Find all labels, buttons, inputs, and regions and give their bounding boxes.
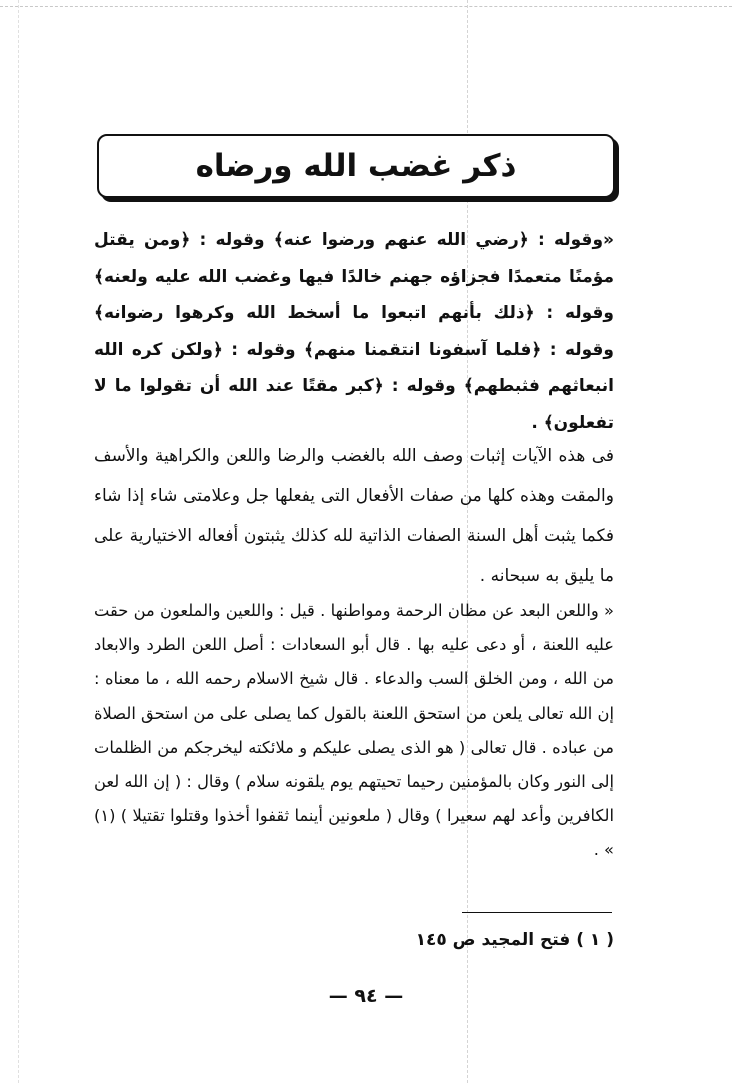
paragraph-lan-definition: « واللعن البعد عن مظان الرحمة ومواطنها . قيل : واللعين والملعون من حقت عليه اللعنة ، أو دعى عليه بها . قال أبو السعادات : أصل اللعن الطرد والابعاد من الله ، ومن الخلق السب والدعاء . قال شيخ الاسلام رحمه الله ، ما معناه : إن الله تعالى يلعن من استحق اللعنة بالقول كما يصلى على من استحق الصلاة من عباده . قال تعالى ( هو الذى يصلى عليكم و ملائكته ليخرجكم من الظلمات إلى النور وكان بالمؤمنين رحيما تحيتهم يوم يلقونه سلام ) وقال : ( إن الله لعن الكافرين وأعد لهم سعيرا ) وقال ( ملعونين أينما ثقفوا أخذوا وقتلوا تقتيلا ) (١) » . bbox=[94, 601, 614, 860]
scan-border-top bbox=[0, 6, 732, 7]
page-number: — ٩٤ — bbox=[328, 985, 404, 1007]
paragraph-commentary: فى هذه الآيات إثبات وصف الله بالغضب والرضا واللعن والكراهية والأسف والمقت وهذه كلها من صفات الأفعال التى يفعلها جل وعلامتى شاء إذا شاء فكما يثبت أهل السنة الصفات الذاتية لله كذلك يثبتون أفعاله الاختيارية على ما يليق به سبحانه . bbox=[94, 446, 614, 586]
paragraph-quran-verses: «وقوله : ﴿رضي الله عنهم ورضوا عنه﴾ وقوله : ﴿ومن يقتل مؤمنًا متعمدًا فجزاؤه جهنم خالدًا فيها وغضب الله عليه ولعنه﴾ وقوله : ﴿ذلك بأنهم اتبعوا ما أسخط الله وكرهوا رضوانه﴾ وقوله : ﴿فلما آسفونا انتقمنا منهم﴾ وقوله : ﴿ولكن كره الله انبعاثهم فثبطهم﴾ وقوله : ﴿كبر مقتًا عند الله أن تقولوا ما لا تفعلون﴾ . bbox=[94, 230, 614, 433]
footnote-separator bbox=[462, 912, 612, 913]
page-title: ذكر غضب الله ورضاه bbox=[195, 148, 517, 184]
title-frame bbox=[97, 134, 615, 198]
scan-border-left bbox=[18, 0, 19, 1083]
footnote: ( ١ ) فتح المجيد ص ١٤٥ bbox=[415, 930, 614, 950]
